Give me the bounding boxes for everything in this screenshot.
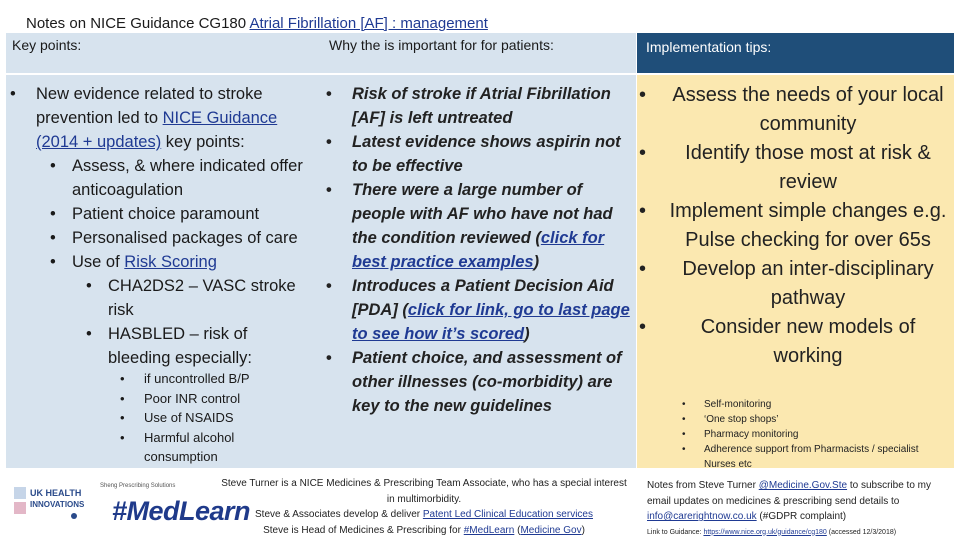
bullet: • (50, 205, 56, 223)
bullet: • (639, 142, 647, 164)
bullet: • (120, 410, 125, 425)
bullet: • (326, 277, 332, 295)
bleeding-risk-list (120, 369, 304, 467)
bullet: • (10, 85, 16, 103)
list-item: • Patient choice, and assessment of other illnesses (co-morbidity) are key to the new guidelines (352, 346, 634, 418)
page-title (26, 15, 488, 32)
bullet: • (50, 229, 56, 247)
why-important-panel (318, 75, 636, 468)
bullet: • (682, 444, 686, 455)
header-bar-right (637, 33, 954, 73)
ukhi-line1: UK HEALTH (30, 488, 82, 498)
list-item: • Introduces a Patient Decision Aid [PDA] (click for link, go to last page to see how it’s scored) (352, 274, 634, 346)
subscribe-footer: Notes from Steve Turner @Medicine.Gov.Ste to subscribe to my email updates on medicines & prescribing send details to info@carerightnow.co.uk (#GDPR complaint) Link to Guidance: https://www.nice.org.uk/guidance/cg180 (accessed 12/3/2018) (647, 478, 955, 538)
bullet: • (326, 133, 332, 151)
bullet: • (50, 157, 56, 175)
list-item: • Assess the needs of your local community (667, 81, 949, 139)
list-item: • Use of NSAIDS (144, 408, 304, 428)
bullet: • (639, 84, 647, 106)
implementation-tips-heading: Implementation tips: (646, 39, 772, 55)
author-line3: Steve is Head of Medicines & Prescribing for #MedLearn (Medicine Gov) (263, 524, 585, 536)
email-link[interactable]: info@carerightnow.co.uk (647, 511, 757, 522)
key-points-heading: Key points: (12, 37, 82, 53)
risk-scoring-link[interactable]: Risk Scoring (124, 253, 217, 271)
clinical-education-link[interactable]: Patent Led Clinical Education services (422, 509, 593, 520)
list-item: • New evidence related to stroke prevention led to NICE Guidance (2014 + updates) key points: (36, 82, 321, 154)
bullet: • (639, 316, 647, 338)
list-item: • Poor INR control (144, 389, 304, 409)
medlearn-logo: #MedLearn (112, 496, 251, 526)
key-points-panel (6, 75, 318, 468)
partner-logos-strip (100, 483, 200, 497)
bullet: • (86, 277, 92, 295)
decision-aid-link[interactable]: click for link, go to last page to see how it’s scored (352, 301, 630, 343)
list-item: • Self-monitoring (682, 399, 772, 410)
bullet: • (86, 325, 92, 343)
list-item: • There were a large number of people with AF who have not had the condition reviewed (click for best practice examples) (352, 178, 634, 274)
best-practice-link[interactable]: click for best practice examples (352, 229, 605, 271)
bullet: • (326, 181, 332, 199)
author-footer (218, 476, 630, 538)
bullet: • (639, 200, 647, 222)
author-line2: Steve & Associates develop & deliver Patent Led Clinical Education services (255, 509, 593, 520)
list-item: • Use of Risk Scoring (72, 250, 317, 274)
title-prefix: Notes on NICE Guidance CG180 (26, 15, 247, 32)
list-item: • Consider new models of working (667, 313, 949, 371)
list-item: • Personalised packages of care (72, 226, 317, 250)
uk-health-innovations-icon (14, 482, 94, 522)
list-item: • Adherence support from Pharmacists / specialist Nurses etc (682, 444, 919, 470)
list-item: • Risk of stroke if Atrial Fibrillation [AF] is left untreated (352, 82, 634, 130)
bullet: • (682, 414, 686, 425)
implementation-tips-panel (637, 75, 954, 468)
header-bar-left (6, 33, 636, 73)
list-item: • HASBLED – risk of bleeding especially: (108, 322, 308, 370)
list-item: • if uncontrolled B/P (144, 369, 304, 389)
medicine-gov-link[interactable]: Medicine Gov (520, 524, 582, 536)
bullet: • (120, 390, 125, 406)
why-important-list (326, 82, 634, 418)
author-line1: Steve Turner is a NICE Medicines & Prescribing Team Associate, who has a special interest in multimorbidity. (221, 478, 627, 505)
uk-health-innovations-logo (14, 482, 94, 522)
bullet: • (120, 371, 125, 386)
list-item: • Implement simple changes e.g. Pulse checking for over 65s (667, 197, 949, 255)
bullet: • (120, 429, 125, 445)
guidance-url-link[interactable]: https://www.nice.org.uk/guidance/cg180 (703, 528, 827, 536)
bullet: • (682, 429, 686, 440)
list-item: • CHA2DS2 – VASC stroke risk (108, 274, 308, 322)
risk-score-list (86, 274, 308, 370)
ukhi-line2: INNOVATIONS (30, 500, 85, 509)
guidance-link-line: Link to Guidance: https://www.nice.org.uk/guidance/cg180 (accessed 12/3/2018) (647, 528, 897, 536)
bullet: • (639, 258, 647, 280)
bullet: • (50, 253, 56, 271)
key-points-sublist (50, 154, 317, 274)
list-item: • Patient choice paramount (72, 202, 317, 226)
list-item: • Assess, & where indicated offer anticoagulation (72, 154, 317, 202)
list-item: • Harmful alcohol consumption (120, 429, 235, 464)
bullet: • (326, 349, 332, 367)
list-item: • Latest evidence shows aspirin not to be effective (352, 130, 634, 178)
list-item: • Develop an inter-disciplinary pathway (667, 255, 949, 313)
bullet: • (682, 399, 686, 410)
list-item: • ‘One stop shops’ (682, 414, 779, 425)
key-points-list (10, 82, 321, 154)
why-important-heading: Why the is important for for patients: (329, 37, 554, 53)
medlearn-link[interactable]: #MedLearn (463, 524, 515, 536)
bullet: • (326, 85, 332, 103)
nice-guidance-link[interactable]: NICE Guidance (2014 + updates) (36, 109, 278, 151)
list-item: • Identify those most at risk & review (667, 139, 949, 197)
implementation-tips-list (639, 81, 949, 371)
partner-logos-text: Sheng Prescribing Solutions (100, 483, 176, 489)
title-link[interactable]: Atrial Fibrillation [AF] : management (249, 15, 488, 32)
list-item: • Pharmacy monitoring (682, 429, 799, 440)
twitter-handle-link[interactable]: @Medicine.Gov.Ste (758, 480, 848, 491)
new-models-list (682, 397, 949, 472)
